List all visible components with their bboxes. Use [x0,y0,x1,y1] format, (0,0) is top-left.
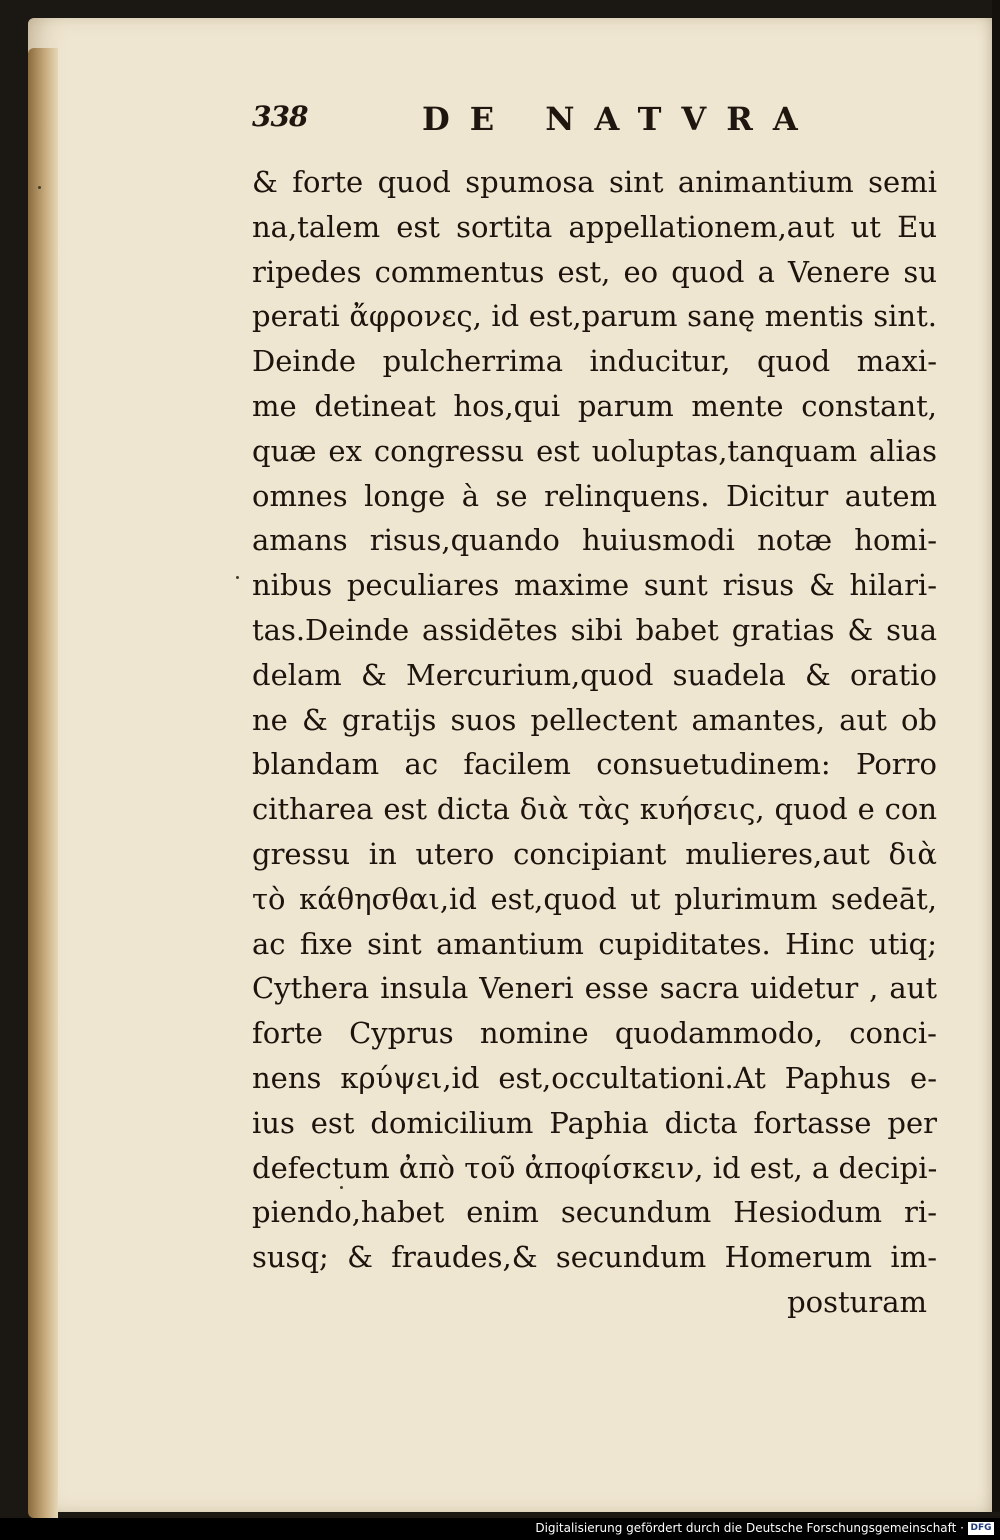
page-number: 338 [252,100,308,133]
text-line: τὸ κάθησθαι,id est,quod ut plurimum sedeāt, [252,881,937,916]
footer-credit: Digitalisierung gefördert durch die Deutsche Forschungsgemeinschaft · [535,1521,964,1535]
text-line: citharea est dicta διὰ τὰς κυήσεις, quod e con [252,792,937,827]
text-block [252,160,937,1325]
running-title: DE NATVRA [422,100,818,138]
text-line: defectum ἀπὸ τοῦ ἀποφίσκειν, id est, a decipi- [252,1150,938,1185]
dfg-logo: DFG [968,1522,994,1535]
text-line: omnes longe à se relinquens. Dicitur autem [252,478,937,513]
page-header [252,100,932,144]
catchword: posturam [787,1284,927,1319]
text-line: na,talem est sortita appellationem,aut ut Eu [252,209,937,244]
paper-speck [38,186,41,189]
text-line: quæ ex congressu est uoluptas,tanquam alias [252,433,937,468]
text-line: ne & gratijs suos pellectent amantes, aut ob [252,702,937,737]
text-line: gressu in utero concipiant mulieres,aut διὰ [252,836,937,871]
page-edge [28,48,58,1518]
text-line: Deinde pulcherrima inducitur, quod maxi- [252,344,937,379]
text-line: piendo,habet enim secundum Hesiodum ri- [252,1195,937,1230]
text-line: delam & Mercurium,quod suadela & oratio [252,657,937,692]
digitization-footer [0,1518,1000,1540]
text-line: Cythera insula Veneri esse sacra uidetur , aut [252,971,937,1006]
paper-speck [340,1186,343,1189]
text-line: forte Cyprus nomine quodammodo, conci- [252,1016,937,1051]
text-line: blandam ac facilem consuetudinem: Porro [252,747,937,782]
text-line: nibus peculiares maxime sunt risus & hilari- [252,568,937,603]
text-line: amans risus,quando huiusmodi notæ homi- [252,523,937,558]
text-line: & forte quod spumosa sint animantium semi [252,165,937,199]
binding-shadow [992,0,1000,1512]
text-line: ac fixe sint amantium cupiditates. Hinc utiq; [252,926,937,961]
text-line: perati ἄφρονες, id est,parum sanę mentis sint. [252,299,937,334]
text-line: ripedes commentus est, eo quod a Venere su [252,254,937,289]
text-line: tas.Deinde assidētes sibi babet gratias & sua [252,612,937,647]
text-line: ius est domicilium Paphia dicta fortasse per [252,1105,937,1140]
text-line: me detineat hos,qui parum mente constant, [252,388,937,423]
text-line: nens κρύψει,id est,occultationi.At Paphus e- [252,1060,937,1095]
paper-speck [236,576,239,579]
text-line: susq; & fraudes,& secundum Homerum im- [252,1240,937,1275]
